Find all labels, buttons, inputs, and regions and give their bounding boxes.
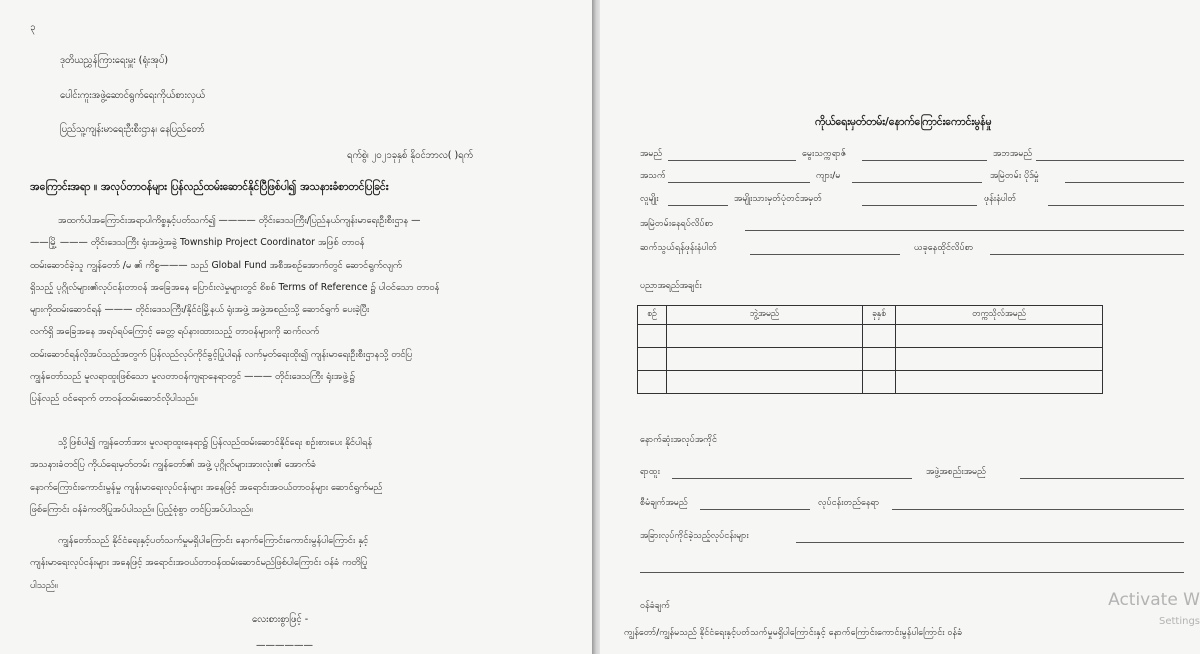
field-label: အဘအမည် — [993, 149, 1033, 159]
table-cell[interactable] — [863, 348, 896, 371]
field-label: စီမံချက်အမည် — [640, 498, 688, 508]
section-title: နောက်ဆုံးအလုပ်အကိုင် — [640, 435, 717, 445]
letter-paragraph — [30, 432, 560, 521]
field-label: ဖုန်းနံပါတ် — [984, 194, 1017, 204]
paragraph-line: ——မြို့ ——— တိုင်းဒေသကြီး ရုံးအဖွဲ့အခွဲ Township Project Coordinator အဖြစ် တာဝန် — [30, 237, 365, 249]
table-header: ခုနှစ် — [863, 306, 896, 325]
letter-subject: အကြောင်းအရာ ။ အလုပ်တာဝန်များ ပြန်လည်ထမ်းဆောင်နိုင်ပြီဖြစ်ပါ၍ အသနားခံစာတင်ပြခြင်း — [30, 181, 389, 193]
dob-field[interactable] — [862, 160, 987, 161]
other-work-field[interactable] — [796, 542, 1184, 543]
field-label: မွေးသက္ကရာဇ် — [802, 149, 847, 159]
education-table — [637, 305, 1103, 394]
table-header: တက္ကသိုလ်အမည် — [896, 306, 1103, 325]
letter-date: ရက်စွဲ၊ ၂၀၂၁ခုနှစ် နိုဝင်ဘာလ( )ရက် — [347, 150, 473, 161]
field-label: အမြဲတမ်း ပိုဒ်မှုံ — [990, 171, 1039, 181]
table-row — [638, 348, 1103, 371]
field-label: အဖွဲ့အစည်းအမည် — [926, 467, 986, 477]
contact-field[interactable] — [750, 254, 900, 255]
field-label: အမည် — [640, 149, 663, 159]
paragraph-line: သို့ဖြစ်ပါ၍ ကျွန်တော်အား မူလရာထူးနေရာ၌ ပြန်လည်ထမ်းဆောင်နိုင်ရေး စဉ်းစားပေး နိုင်ပါရန် — [58, 437, 373, 448]
paragraph-line: များကိုထမ်းဆောင်ရန် ——— တိုင်းဒေသကြီး/နိုင်ငံမြို့နယ် ရုံးအဖွဲ့ အဖွဲ့အစည်းသို့ ဆောင်ရွက် ပေးခဲ့ပြီး — [30, 304, 370, 316]
letter-paragraph — [30, 210, 560, 411]
paragraph-line: ကျွန်တော်သည် မူလရာထူးဖြစ်သော မူလတာဝန်ကျရာနေရာတွင် ——— တိုင်းဒေသကြီး ရုံးအဖွဲ့၌ — [30, 371, 355, 383]
permanent-address-field[interactable] — [745, 230, 1184, 231]
paragraph-line: ကျန်းမာရေးလုပ်ငန်းများ အနေဖြင့် အရောင်းအဝယ်တာဝန်ထမ်းဆောင်မည်ဖြစ်ပါကြောင်း ဝန်ခံ ကတိပြု — [30, 557, 368, 569]
address-line: ပြည်သူ့ကျန်းမာရေးဦးစီးဌာန၊ နေပြည်တော် — [60, 124, 205, 135]
paragraph-line: နောက်ကြောင်းကောင်းမွန်မှု ကျန်းမာရေးလုပ်ငန်းများ အနေဖြင့် အရောင်းအဝယ်တာဝန်များ ဆောင်ရွက်မည် — [30, 481, 383, 493]
paragraph-line: အထက်ပါအကြောင်းအရာပါကိစ္စနှင့်ပတ်သက်၍ ———— တိုင်းဒေသကြီး/ပြည်နယ်ကျန်းမာရေးဦးစီးဌာန — — [58, 215, 421, 226]
field-label: လူမျိုး — [640, 194, 659, 204]
nrc-field[interactable] — [862, 205, 977, 206]
section-title: ဝန်ခံချက် — [640, 601, 671, 611]
paragraph-line: ထမ်းဆောင်ခဲ့သူ ကျွန်တော် /မ ၏ ကိစ္စ——— သည် Global Fund အစီအစဉ်အောက်တွင် ဆောင်ရွက်လျက် — [30, 259, 402, 271]
table-cell[interactable] — [896, 325, 1103, 348]
paragraph-line: ကျွန်တော်သည် နိုင်ငံရေးနှင့်ပတ်သက်မှုမရှိပါကြောင်း နောက်ကြောင်းကောင်းမွန်ပါကြောင်း နှင့် — [58, 535, 369, 546]
form-page — [600, 0, 1200, 654]
page-number: ၃ — [30, 22, 36, 33]
field-label: လုပ်ငန်းတည်နေရာ — [818, 498, 880, 508]
table-cell[interactable] — [638, 325, 667, 348]
closing-salutation: လေးစားစွာဖြင့် - — [252, 614, 309, 625]
table-cell[interactable] — [638, 348, 667, 371]
field-label: ဆက်သွယ်ရန်ဖုန်းနံပါတ် — [640, 243, 717, 253]
paragraph-line: ထမ်းဆောင်ရန်လိုအပ်သည့်အတွက် ပြန်လည်လုပ်ကိုင်ခွင့်ပြုပါရန် လက်မှတ်ရေးထိုး၍ ကျန်းမာရေးဦးစီးဌာနသို့ တင်ပြ — [30, 348, 413, 360]
paragraph-line: အသနားခံတင်ပြ ကိုယ်ရေးမှတ်တမ်း ကျွန်တော်၏ အဖွဲ့ ပုဂ္ဂိုလ်များအားလုံး၏ အောက်ခံ — [30, 459, 317, 471]
field-label: အမျိုးသားမှတ်ပုံတင်အမှတ် — [734, 194, 823, 204]
table-cell[interactable] — [667, 325, 863, 348]
age-field[interactable] — [668, 182, 810, 183]
field-label: ကျား/မ — [816, 171, 841, 181]
field-label: အသက် — [640, 171, 666, 181]
project-field[interactable] — [700, 509, 810, 510]
table-header: ဘွဲ့အမည် — [667, 306, 863, 325]
current-address-field[interactable] — [990, 254, 1184, 255]
position-field[interactable] — [672, 478, 912, 479]
table-cell[interactable] — [896, 348, 1103, 371]
paragraph-line: လက်ရှိ အခြေအနေ အရပ်ရပ်ကြောင့် ခေတ္တ ရပ်နားထားသည့် တာဝန်များကို ဆက်လက် — [30, 326, 320, 338]
letter-paragraph — [30, 530, 560, 597]
field-label: ယခုနေထိုင်လိပ်စာ — [914, 243, 974, 253]
name-field[interactable] — [668, 160, 796, 161]
form-title: ကိုယ်ရေးမှတ်တမ်း/နောက်ကြောင်းကောင်းမွန်မှု — [815, 116, 992, 128]
activate-watermark: Activate W — [1108, 590, 1200, 610]
table-header: စဉ် — [638, 306, 667, 325]
address-line: ပေါင်းကူးအဖွဲ့ဆောင်ရွက်ရေးကိုယ်စားလှယ် — [60, 90, 205, 101]
table-row — [638, 371, 1103, 394]
field-label: အမြဲတမ်းနေရပ်လိပ်စာ — [640, 219, 714, 229]
paragraph-line: ရှိသည့် ပုဂ္ဂိုလ်များ၏လုပ်ငန်းတာဝန် အခြေအနေ ပြောင်းလဲမှုများတွင် စိစစ် Terms of Reference ၌ ပါဝင်သော တာဝန် — [30, 281, 440, 293]
paragraph-line: ပါသည်။ — [30, 579, 58, 591]
table-cell[interactable] — [863, 371, 896, 394]
father-name-field[interactable] — [1036, 160, 1184, 161]
table-cell[interactable] — [638, 371, 667, 394]
paragraph-line: ပြန်လည် ဝင်ရောက် တာဝန်ထမ်းဆောင်လိုပါသည်။ — [30, 393, 198, 405]
table-cell[interactable] — [667, 371, 863, 394]
phone-field[interactable] — [1048, 205, 1184, 206]
field-label: ရာထူး — [640, 467, 660, 477]
signature-line: —————— — [256, 640, 313, 651]
permanent-id-field[interactable] — [1065, 182, 1184, 183]
letter-page — [0, 0, 592, 654]
field-label: အခြားလုပ်ကိုင်ခဲ့သည့်လုပ်ငန်းများ — [640, 531, 749, 541]
paragraph-line: ဖြစ်ကြောင်း ဝန်ခံကတိပြုအပ်ပါသည်။ ပြည့်စုံစွာ တင်ပြအပ်ပါသည်။ — [30, 503, 253, 515]
other-work-field-line2[interactable] — [640, 572, 1184, 573]
table-row — [638, 325, 1103, 348]
pledge-text: ကျွန်တော်/ကျွန်မသည် နိုင်ငံရေးနှင့်ပတ်သက်မှုမရှိပါကြောင်းနှင့် နောက်ကြောင်းကောင်းမွန်ပါကြောင်း ဝန်ခံ — [624, 628, 963, 638]
table-cell[interactable] — [896, 371, 1103, 394]
table-cell[interactable] — [863, 325, 896, 348]
ethnicity-field[interactable] — [668, 205, 728, 206]
section-title: ပညာအရည်အချင်း — [640, 281, 702, 291]
gender-field[interactable] — [852, 182, 982, 183]
page-divider — [592, 0, 600, 654]
table-cell[interactable] — [667, 348, 863, 371]
settings-watermark: Settings — [1158, 616, 1200, 627]
organization-field[interactable] — [1020, 478, 1184, 479]
address-line: ဒုတိယညွှန်ကြားရေးမှူး (ရုံးအုပ်) — [60, 55, 169, 66]
location-field[interactable] — [892, 509, 1184, 510]
